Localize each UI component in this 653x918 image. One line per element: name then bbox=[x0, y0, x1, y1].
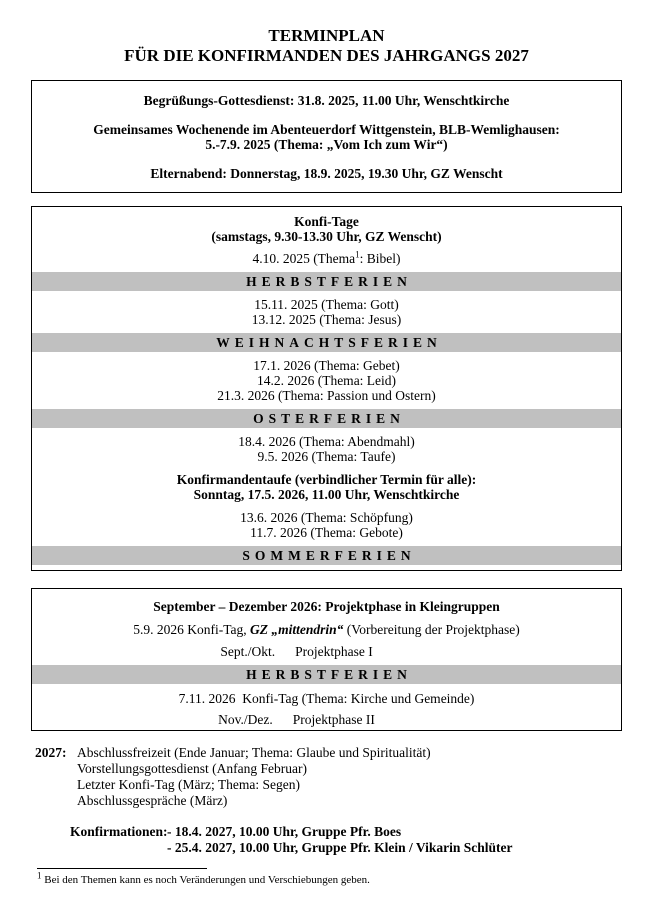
ferien-bar-sommerferien: SOMMERFERIEN bbox=[32, 546, 621, 565]
intro-box bbox=[31, 80, 622, 193]
projektphase-heading: September – Dezember 2026: Projektphase in Kleingruppen bbox=[153, 599, 500, 614]
konfi-date-passion: 21.3. 2026 (Thema: Passion und Ostern) bbox=[217, 388, 436, 403]
konfi-tag-mittendrin-post: (Vorbereitung der Projektphase) bbox=[343, 622, 520, 637]
konfi-date-schoepfung: 13.6. 2026 (Thema: Schöpfung) bbox=[240, 510, 413, 525]
projektphase-2-period: Nov./Dez. bbox=[218, 712, 273, 727]
footnote-body: Bei den Themen kann es noch Veränderungen und Verschiebungen geben. bbox=[41, 874, 370, 886]
year-2027-section bbox=[35, 745, 622, 809]
konfirmandentaufe-line-2: Sonntag, 17.5. 2026, 11.00 Uhr, Wenschtkirche bbox=[193, 487, 460, 502]
ferien-bar-osterferien: OSTERFERIEN bbox=[32, 409, 621, 428]
document-title bbox=[0, 0, 653, 66]
projektphase-1-row bbox=[2, 644, 591, 659]
konfirmation-entry-klein-schlueter: - 25.4. 2027, 10.00 Uhr, Gruppe Pfr. Klein / Vikarin Schlüter bbox=[167, 840, 513, 855]
year-2027-item-letzter-konfi-tag: Letzter Konfi-Tag (März; Thema: Segen) bbox=[77, 777, 300, 792]
projektphase-box bbox=[31, 588, 622, 731]
konfi-date-taufe: 9.5. 2026 (Thema: Taufe) bbox=[257, 449, 396, 464]
year-2027-item-abschlussfreizeit: Abschlussfreizeit (Ende Januar; Thema: Glaube und Spiritualität) bbox=[77, 745, 431, 760]
projektphase-2-label: Projektphase II bbox=[292, 712, 375, 727]
konfi-tag-kirche-gemeinde-line: 7.11. 2026 Konfi-Tag (Thema: Kirche und Gemeinde) bbox=[178, 691, 475, 706]
konfi-tage-box bbox=[31, 206, 622, 571]
footnote-text bbox=[37, 870, 653, 887]
konfi-date-bibel-pre: 4.10. 2025 (Thema bbox=[252, 251, 356, 266]
year-2027-item-vorstellungsgottesdienst: Vorstellungsgottesdienst (Anfang Februar) bbox=[77, 761, 307, 776]
venue-gz-mittendrin: GZ „mittendrin“ bbox=[250, 622, 344, 637]
title-line-1: TERMINPLAN bbox=[268, 26, 385, 45]
greeting-service-line: Begrüßungs-Gottesdienst: 31.8. 2025, 11.00 Uhr, Wenschtkirche bbox=[143, 93, 510, 108]
weekend-line-2: 5.-7.9. 2025 (Thema: „Vom Ich zum Wir“) bbox=[205, 137, 448, 152]
footnote-marker: 1 bbox=[355, 249, 360, 260]
projektphase-1-period: Sept./Okt. bbox=[220, 644, 276, 659]
konfi-tag-mittendrin-line bbox=[32, 622, 621, 637]
ferien-bar-herbstferien-2026: HERBSTFERIEN bbox=[32, 665, 621, 684]
konfi-date-leid: 14.2. 2026 (Thema: Leid) bbox=[256, 373, 397, 388]
weekend-line-1: Gemeinsames Wochenende im Abenteuerdorf Wittgenstein, BLB-Wemlighausen: bbox=[93, 122, 560, 137]
konfi-date-bibel bbox=[32, 251, 621, 266]
konfi-date-bibel-post: : Bibel) bbox=[359, 251, 401, 266]
projektphase-2-row bbox=[2, 712, 591, 727]
konfi-tage-heading: Konfi-Tage bbox=[294, 214, 359, 229]
ferien-bar-herbstferien-2025: HERBSTFERIEN bbox=[32, 272, 621, 291]
konfi-date-gebote: 11.7. 2026 (Thema: Gebote) bbox=[250, 525, 403, 540]
parents-evening-line: Elternabend: Donnerstag, 18.9. 2025, 19.30 Uhr, GZ Wenscht bbox=[150, 166, 503, 181]
konfirmationen-label: Konfirmationen: bbox=[70, 824, 168, 839]
konfi-tag-mittendrin-pre: 5.9. 2026 Konfi-Tag, bbox=[133, 622, 251, 637]
year-2027-items bbox=[77, 745, 431, 809]
konfi-date-gott: 15.11. 2025 (Thema: Gott) bbox=[254, 297, 399, 312]
konfirmationen-section bbox=[70, 824, 622, 856]
ferien-bar-weihnachtsferien: WEIHNACHTSFERIEN bbox=[32, 333, 621, 352]
konfirmation-entry-boes: - 18.4. 2027, 10.00 Uhr, Gruppe Pfr. Boes bbox=[167, 824, 402, 839]
konfirmationen-entries bbox=[167, 824, 513, 856]
footnote-divider bbox=[37, 868, 207, 869]
konfi-date-jesus: 13.12. 2025 (Thema: Jesus) bbox=[251, 312, 402, 327]
year-2027-item-abschlussgespraeche: Abschlussgespräche (März) bbox=[77, 793, 228, 808]
projektphase-1-label: Projektphase I bbox=[295, 644, 373, 659]
title-line-2: FÜR DIE KONFIRMANDEN DES JAHRGANGS 2027 bbox=[124, 46, 529, 65]
konfi-date-abendmahl: 18.4. 2026 (Thema: Abendmahl) bbox=[238, 434, 415, 449]
konfi-tage-subheading: (samstags, 9.30-13.30 Uhr, GZ Wenscht) bbox=[211, 229, 442, 244]
footnote-number: 1 bbox=[37, 870, 42, 881]
konfirmandentaufe-line-1: Konfirmandentaufe (verbindlicher Termin für alle): bbox=[176, 472, 477, 487]
year-2027-label: 2027: bbox=[35, 745, 67, 760]
konfi-date-gebet: 17.1. 2026 (Thema: Gebet) bbox=[253, 358, 400, 373]
